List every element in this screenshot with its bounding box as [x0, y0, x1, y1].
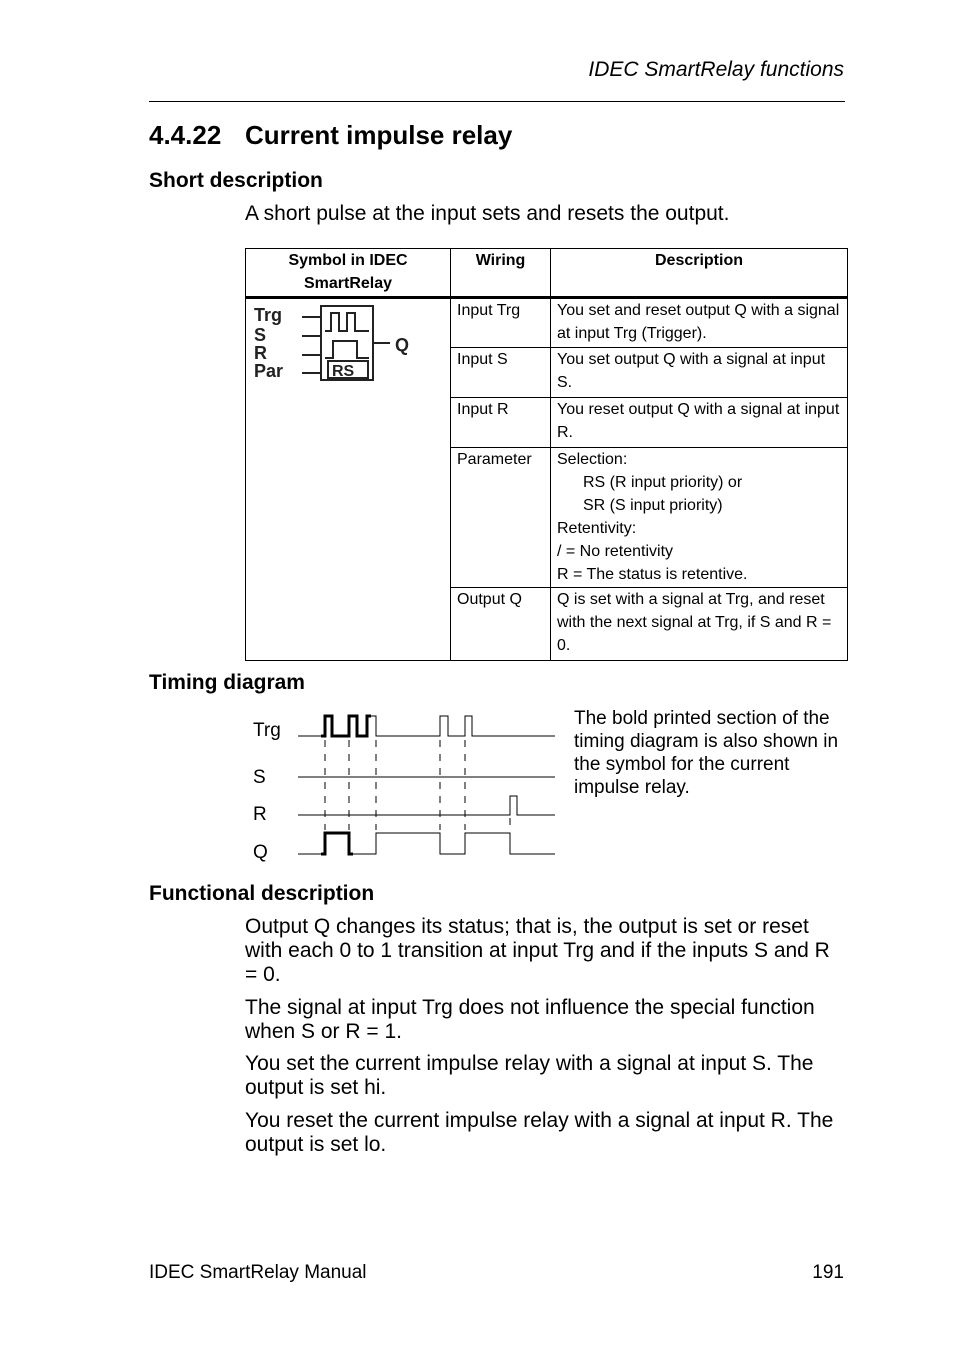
symbol-output-q: Q: [395, 335, 410, 355]
header-rule: [149, 101, 845, 102]
desc-input-r: You reset output Q with a signal at input R.: [551, 398, 848, 448]
header-description: Description: [551, 249, 848, 298]
wiring-input-r: Input R: [451, 398, 551, 448]
signal-label-trg: Trg: [253, 720, 281, 741]
trg-waveform: [371, 716, 555, 736]
param-line: RS (R input priority) or: [583, 474, 743, 491]
desc-input-s: You set output Q with a signal at input S.: [551, 348, 848, 398]
r-waveform: [298, 796, 555, 815]
function-table: [245, 248, 848, 661]
q-waveform: [353, 833, 555, 854]
header-wiring: Wiring: [451, 249, 551, 298]
desc-input-trg: You set and reset output Q with a signal at input Trg (Trigger).: [551, 298, 848, 348]
footer-manual-title: IDEC SmartRelay Manual: [149, 1262, 367, 1283]
symbol-input-par: Par: [254, 361, 284, 381]
wiring-parameter: Parameter: [451, 448, 551, 588]
signal-label-r: R: [253, 804, 267, 825]
header-symbol: Symbol in IDEC SmartRelay: [246, 249, 451, 298]
section-name: Current impulse relay: [245, 120, 513, 150]
timing-diagram-heading: Timing diagram: [149, 671, 305, 694]
timing-note: The bold printed section of the timing diagram is also shown in the symbol for the current impulse relay.: [574, 708, 839, 798]
wiring-input-s: Input S: [451, 348, 551, 398]
section-number: 4.4.22: [149, 120, 222, 150]
param-line: R = The status is retentive.: [557, 566, 748, 583]
param-line: SR (S input priority): [583, 497, 723, 514]
symbol-trg-waveform: [325, 313, 369, 331]
functional-paragraph: The signal at input Trg does not influence the special function when S or R = 1.: [245, 996, 815, 1043]
short-description-text: A short pulse at the input sets and resets the output.: [245, 202, 730, 225]
timing-diagram: [245, 700, 565, 868]
functional-paragraph: You set the current impulse relay with a signal at input S. The output is set hi.: [245, 1052, 814, 1099]
section-title: [149, 120, 512, 151]
functional-paragraph: You reset the current impulse relay with a signal at input R. The output is set lo.: [245, 1109, 834, 1156]
wiring-output-q: Output Q: [451, 588, 551, 661]
page-number: 191: [812, 1262, 844, 1283]
param-line: Retentivity:: [557, 520, 637, 537]
functional-paragraph: Output Q changes its status; that is, the output is set or reset with each 0 to 1 transition at input Trg and if the inputs S and R = 0.: [245, 915, 830, 986]
wiring-input-trg: Input Trg: [451, 298, 551, 348]
desc-output-q: Q is set with a signal at Trg, and reset with the next signal at Trg, if S and R = 0.: [551, 588, 848, 661]
signal-label-s: S: [253, 767, 266, 788]
desc-parameter: [551, 448, 848, 588]
symbol-input-r: R: [254, 343, 267, 363]
short-description-heading: Short description: [149, 169, 323, 192]
param-line: / = No retentivity: [557, 543, 674, 560]
signal-label-q: Q: [253, 842, 268, 863]
symbol-q-waveform: [325, 341, 369, 358]
symbol-param-label: RS: [332, 363, 355, 380]
symbol-input-trg: Trg: [254, 305, 283, 325]
running-header: IDEC SmartRelay functions: [588, 58, 844, 81]
param-line: Selection:: [557, 451, 628, 468]
symbol-cell: [246, 298, 451, 661]
relay-block-symbol: [252, 303, 412, 387]
symbol-input-s: S: [254, 325, 267, 345]
functional-description-heading: Functional description: [149, 882, 375, 905]
